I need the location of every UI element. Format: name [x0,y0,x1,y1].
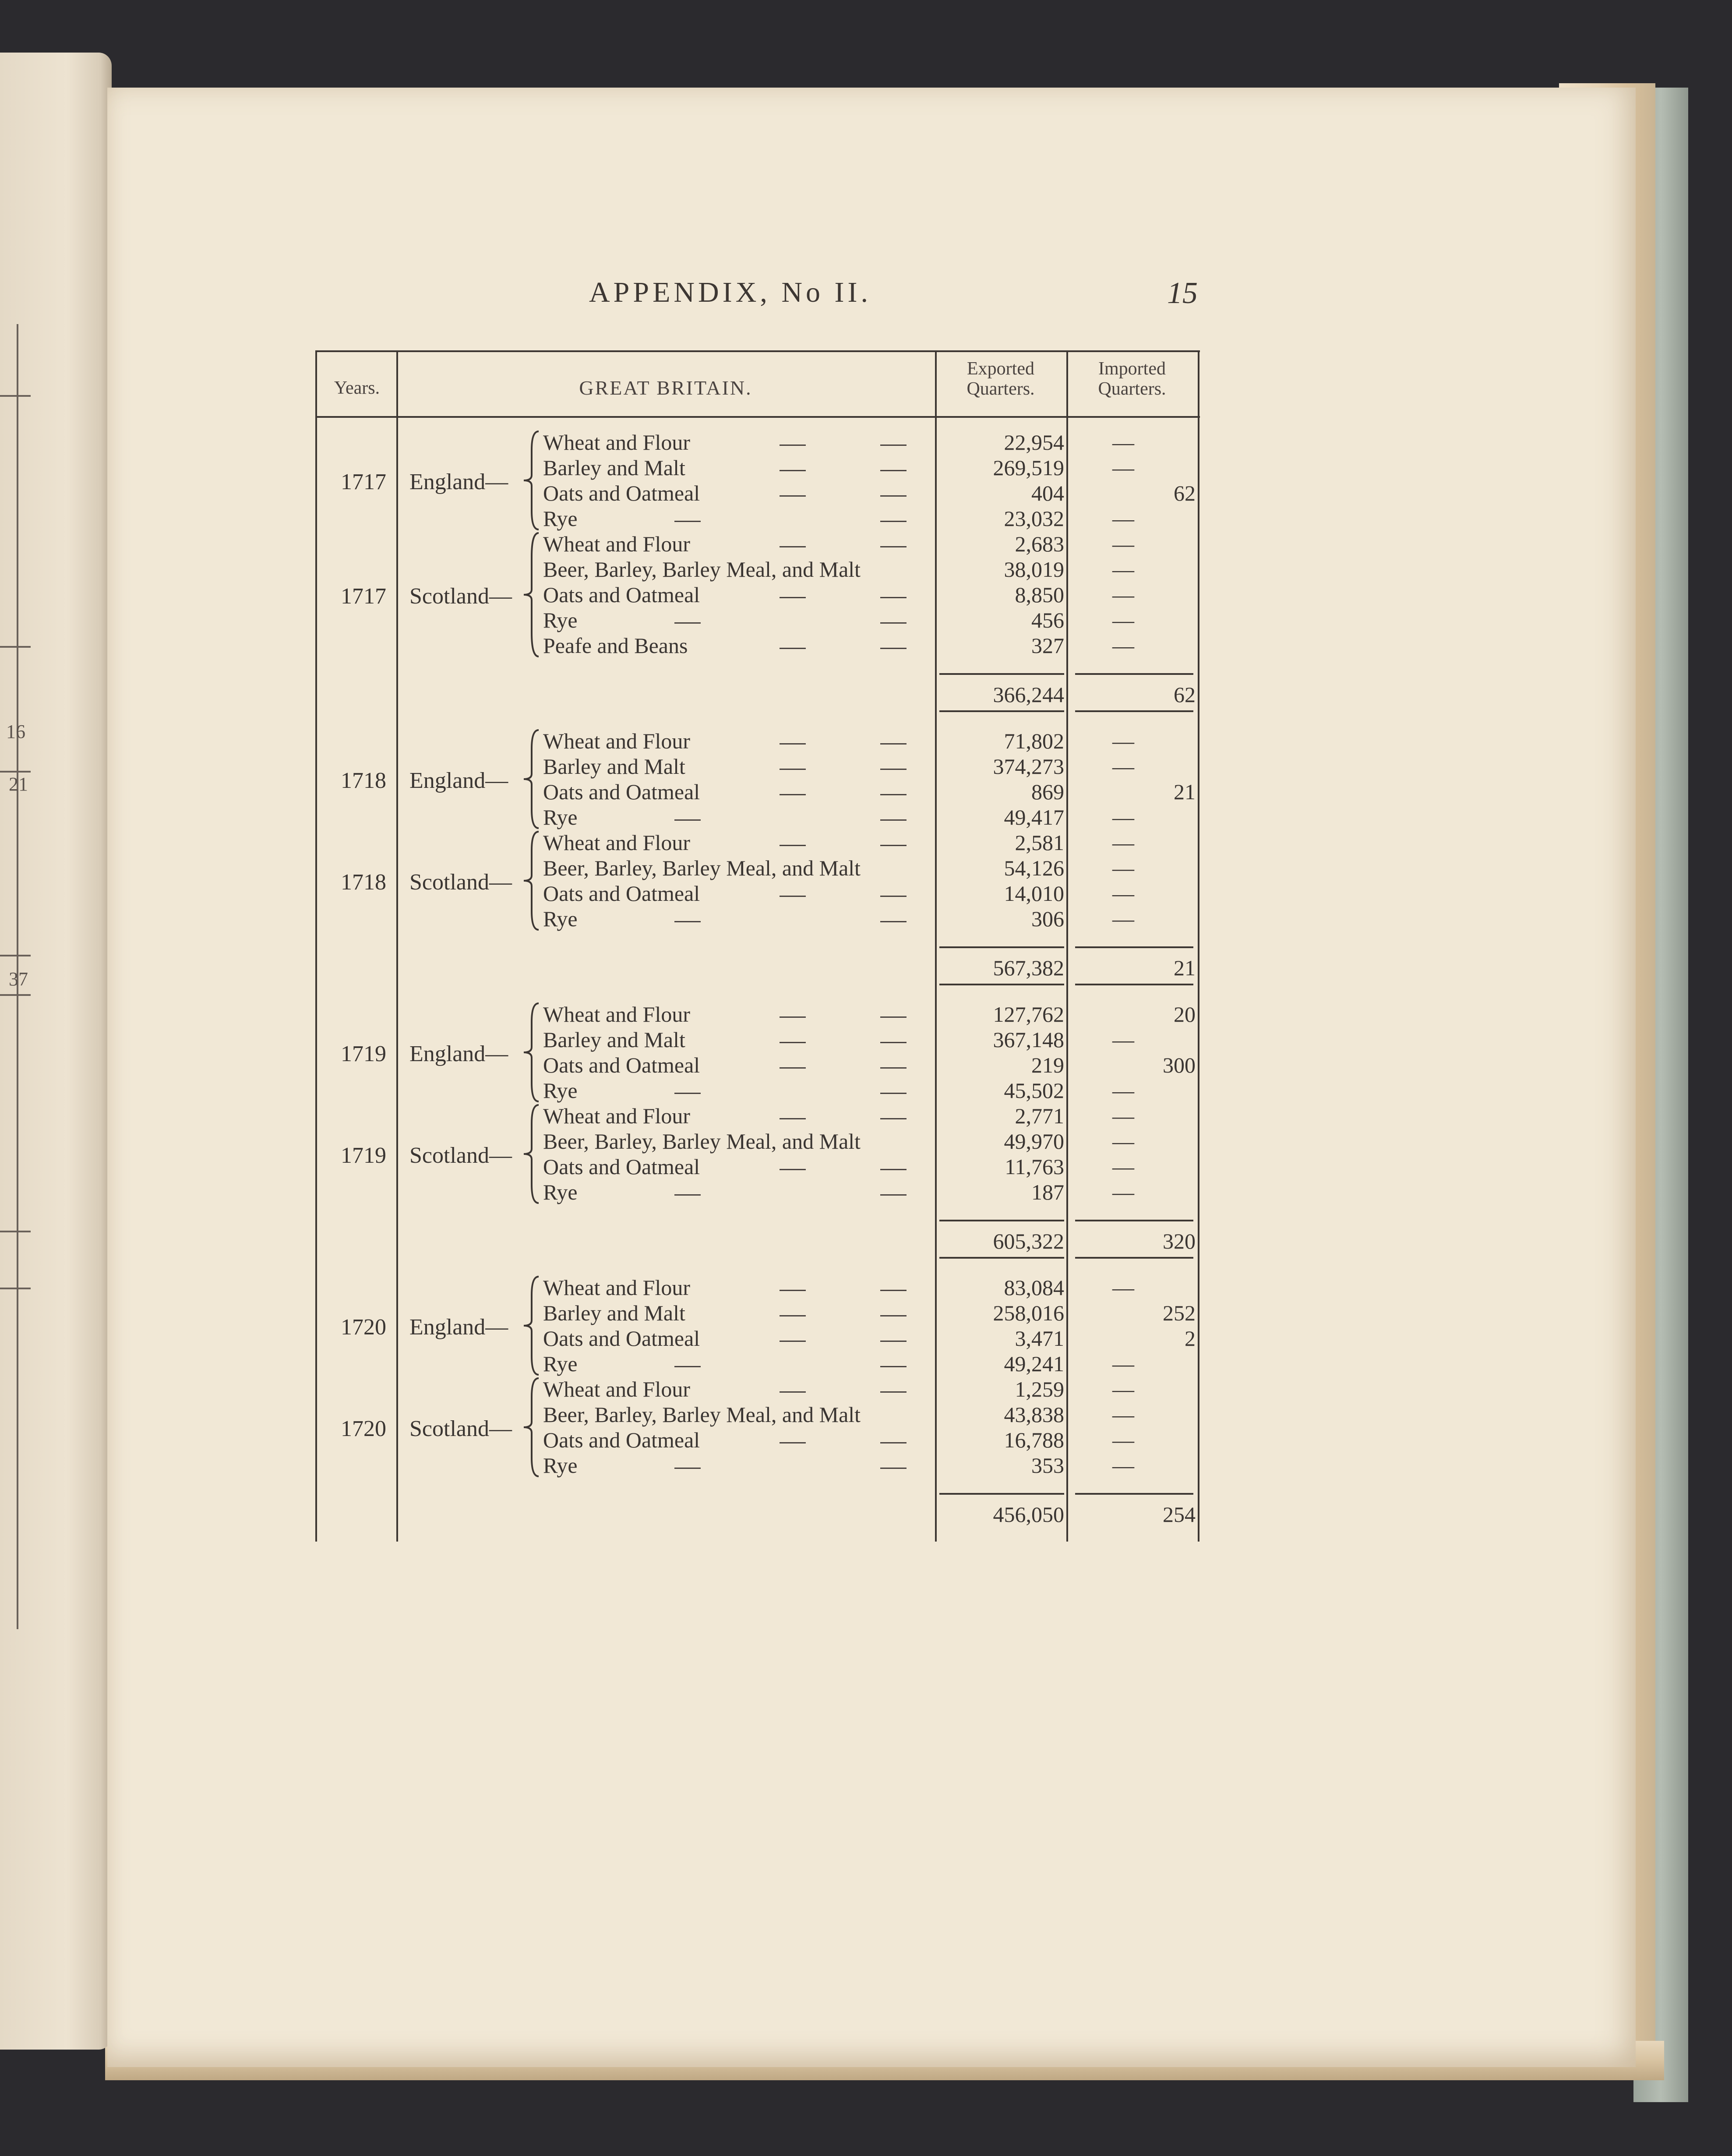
item-label: Oats and Oatmeal [543,1428,700,1452]
item-label: Rye [543,506,578,531]
total-rule [939,673,1064,675]
imported-value: — [1112,1453,1134,1478]
years-header: Years. [334,378,380,398]
imported-value: — [1112,1027,1134,1052]
item-label: Wheat and Flour [543,830,691,855]
leader-dash [780,845,806,846]
exported-value: 16,788 [1004,1428,1064,1452]
imported-value: — [1112,907,1134,931]
leader-dash [780,1290,806,1291]
block-rule [939,1257,1064,1259]
item-label: Beer, Barley, Barley Meal, and Malt [543,557,861,582]
leader-dash [780,1391,806,1393]
curly-brace [521,1103,540,1205]
year-label: 1719 [341,1143,386,1168]
imported-value: — [1112,1428,1134,1452]
region-column-rule [935,350,937,1542]
item-label: Barley and Malt [543,1027,685,1052]
imported-value: — [1112,1402,1134,1427]
total-imported: 254 [1163,1502,1196,1527]
year-label: 1720 [341,1416,386,1441]
imported-value: 21 [1174,780,1196,804]
imported-value: — [1112,805,1134,829]
leader-dash [674,819,701,821]
imported-value: — [1112,506,1134,531]
leader-dash [880,495,907,497]
imported-value: — [1112,582,1134,607]
leader-dash [880,1194,907,1196]
imported-header-line2: Quarters. [1098,379,1166,399]
curly-brace [521,531,540,658]
item-label: Rye [543,907,578,931]
leader-dash [880,1315,907,1316]
imported-value: 62 [1174,481,1196,505]
exported-value: 367,148 [993,1027,1064,1052]
leader-dash [780,445,806,446]
item-label: Oats and Oatmeal [543,881,700,906]
leader-dash [880,521,907,522]
imported-header-line1: Imported [1098,359,1166,379]
leader-dash [880,1290,907,1291]
leader-dash [880,845,907,846]
exported-value: 71,802 [1004,729,1064,753]
exported-value: 3,471 [1015,1326,1064,1351]
imported-value: — [1112,729,1134,753]
item-label: Wheat and Flour [543,1377,691,1401]
year-label: 1718 [341,870,386,895]
leader-dash [880,445,907,446]
leader-dash [780,597,806,598]
leader-dash [780,1315,806,1316]
item-label: Oats and Oatmeal [543,1154,700,1179]
leader-dash [780,1169,806,1170]
item-label: Rye [543,608,578,632]
item-label: Rye [543,1453,578,1478]
leader-dash [780,1118,806,1119]
total-rule [939,1493,1064,1495]
leader-dash [880,648,907,649]
imported-value: — [1112,633,1134,658]
item-label: Rye [543,1078,578,1103]
exported-value: 2,683 [1015,532,1064,556]
imported-value: — [1112,608,1134,632]
leader-dash [880,1118,907,1119]
exported-value: 45,502 [1004,1078,1064,1103]
item-label: Wheat and Flour [543,1104,691,1128]
exported-value: 187 [1031,1180,1064,1204]
leader-dash [780,1442,806,1443]
left-page [0,53,112,2050]
total-rule [1075,673,1193,675]
leader-dash [880,743,907,745]
leader-dash [880,470,907,471]
total-exported: 567,382 [993,956,1064,980]
year-label: 1720 [341,1315,386,1340]
exported-value: 14,010 [1004,881,1064,906]
leader-dash [674,1194,701,1196]
imported-value: — [1112,881,1134,906]
exported-value: 353 [1031,1453,1064,1478]
imported-value: — [1112,830,1134,855]
leader-dash [674,921,701,922]
item-label: Wheat and Flour [543,532,691,556]
block-rule [939,984,1064,985]
leader-dash [880,921,907,922]
total-rule [1075,946,1193,948]
block-rule [939,710,1064,712]
country-label: England— [409,1315,508,1340]
leader-dash [880,1093,907,1094]
country-label: Scotland— [409,1143,512,1168]
imported-value: — [1112,1078,1134,1103]
leader-dash [780,546,806,547]
item-label: Barley and Malt [543,455,685,480]
imported-value: — [1112,1351,1134,1376]
exported-value: 11,763 [1005,1154,1064,1179]
left-page-rule [0,771,31,773]
leader-dash [880,1042,907,1043]
leader-dash [780,896,806,897]
curly-brace [521,1275,540,1376]
imported-value: — [1112,856,1134,880]
imported-value: — [1112,532,1134,556]
leader-dash [674,622,701,624]
page-title: APPENDIX, No II. [589,276,871,308]
exported-header-line2: Quarters. [967,379,1035,399]
leader-dash [780,648,806,649]
exported-value: 258,016 [993,1301,1064,1325]
item-label: Wheat and Flour [543,1275,691,1300]
leader-dash [780,1341,806,1342]
total-exported: 366,244 [993,682,1064,707]
curly-brace [521,830,540,932]
exported-value: 404 [1031,481,1064,505]
leader-dash [780,769,806,770]
exported-value: 2,581 [1015,830,1064,855]
total-rule [1075,1493,1193,1495]
exported-value: 374,273 [993,754,1064,779]
total-exported: 605,322 [993,1229,1064,1253]
item-label: Wheat and Flour [543,430,691,455]
country-label: Scotland— [409,584,512,609]
exported-value: 83,084 [1004,1275,1064,1300]
country-label: Scotland— [409,870,512,895]
exported-value: 49,970 [1004,1129,1064,1154]
imported-value: 300 [1163,1053,1196,1077]
leader-dash [780,470,806,471]
total-exported: 456,050 [993,1502,1064,1527]
item-label: Beer, Barley, Barley Meal, and Malt [543,856,861,880]
exported-column-rule [1066,350,1068,1542]
item-label: Oats and Oatmeal [543,780,700,804]
leader-dash [880,1391,907,1393]
item-label: Rye [543,1180,578,1204]
table-left-rule [315,350,317,1542]
imported-value: — [1112,1275,1134,1300]
total-rule [939,946,1064,948]
total-rule [939,1220,1064,1221]
leader-dash [674,1093,701,1094]
year-label: 1717 [341,584,386,609]
exported-value: 2,771 [1015,1104,1064,1128]
total-imported: 320 [1163,1229,1196,1253]
item-label: Wheat and Flour [543,1002,691,1027]
exported-value: 127,762 [993,1002,1064,1027]
imported-value: — [1112,1129,1134,1154]
exported-header-line1: Exported [967,359,1034,379]
item-label: Oats and Oatmeal [543,582,700,607]
leader-dash [880,896,907,897]
total-imported: 21 [1174,956,1196,980]
country-label: Scotland— [409,1416,512,1441]
leader-dash [880,1442,907,1443]
left-page-rule [0,1288,31,1289]
country-label: England— [409,469,508,494]
imported-value: — [1112,455,1134,480]
leader-dash [780,743,806,745]
imported-value: — [1112,1104,1134,1128]
imported-value: — [1112,430,1134,455]
leader-dash [880,1468,907,1469]
imported-value: 252 [1163,1301,1196,1325]
item-label: Rye [543,805,578,829]
page-header [0,276,1732,320]
leader-dash [880,546,907,547]
left-page-number: 16 [6,721,25,742]
leader-dash [880,819,907,821]
exported-value: 49,417 [1004,805,1064,829]
leader-dash [880,597,907,598]
exported-value: 869 [1031,780,1064,804]
exported-value: 23,032 [1004,506,1064,531]
leader-dash [880,1169,907,1170]
leader-dash [780,1042,806,1043]
item-label: Oats and Oatmeal [543,481,700,505]
imported-value: — [1112,557,1134,582]
leader-dash [880,1016,907,1018]
curly-brace [521,1002,540,1103]
leader-dash [674,1468,701,1469]
leader-dash [780,1067,806,1069]
page-number: 15 [1167,276,1198,310]
left-page-rule [0,1231,31,1232]
curly-brace [521,430,540,531]
item-label: Beer, Barley, Barley Meal, and Malt [543,1402,861,1427]
year-label: 1717 [341,469,386,494]
leader-dash [780,794,806,795]
item-label: Barley and Malt [543,754,685,779]
item-label: Rye [543,1351,578,1376]
leader-dash [880,1067,907,1069]
left-page-number: 37 [9,968,28,990]
leader-dash [780,1016,806,1018]
country-label: England— [409,768,508,793]
imported-value: 20 [1174,1002,1196,1027]
item-label: Oats and Oatmeal [543,1326,700,1351]
block-rule [1075,1257,1193,1259]
left-page-rule [0,955,31,956]
years-column-rule [396,350,398,1542]
block-rule [1075,984,1193,985]
exported-value: 269,519 [993,455,1064,480]
leader-dash [674,521,701,522]
imported-value: — [1112,1180,1134,1204]
imported-value: 2 [1185,1326,1196,1351]
exported-value: 219 [1031,1053,1064,1077]
leader-dash [880,1341,907,1342]
exported-value: 38,019 [1004,557,1064,582]
year-label: 1718 [341,768,386,793]
exported-value: 327 [1031,633,1064,658]
item-label: Oats and Oatmeal [543,1053,700,1077]
imported-value: — [1112,1377,1134,1401]
left-page-number: 21 [9,773,28,795]
leader-dash [674,1366,701,1367]
exported-value: 49,241 [1004,1351,1064,1376]
leader-dash [880,622,907,624]
exported-value: 22,954 [1004,430,1064,455]
left-page-rule [0,395,31,397]
total-imported: 62 [1174,682,1196,707]
exported-value: 54,126 [1004,856,1064,880]
block-rule [1075,710,1193,712]
leader-dash [880,794,907,795]
item-label: Beer, Barley, Barley Meal, and Malt [543,1129,861,1154]
item-label: Barley and Malt [543,1301,685,1325]
left-page-rule [0,994,31,996]
country-label: England— [409,1041,508,1066]
leader-dash [880,1366,907,1367]
leader-dash [880,769,907,770]
total-rule [1075,1220,1193,1221]
exported-value: 306 [1031,907,1064,931]
exported-value: 8,850 [1015,582,1064,607]
year-label: 1719 [341,1041,386,1066]
imported-value: — [1112,754,1134,779]
imported-value: — [1112,1154,1134,1179]
item-label: Peafe and Beans [543,633,688,658]
exported-value: 1,259 [1015,1377,1064,1401]
curly-brace [521,728,540,830]
great-britain-header: GREAT BRITAIN. [579,377,752,399]
item-label: Wheat and Flour [543,729,691,753]
leader-dash [780,495,806,497]
left-page-rule [0,646,31,648]
grain-trade-table [315,350,1200,1542]
curly-brace [521,1376,540,1478]
exported-value: 43,838 [1004,1402,1064,1427]
exported-value: 456 [1031,608,1064,632]
